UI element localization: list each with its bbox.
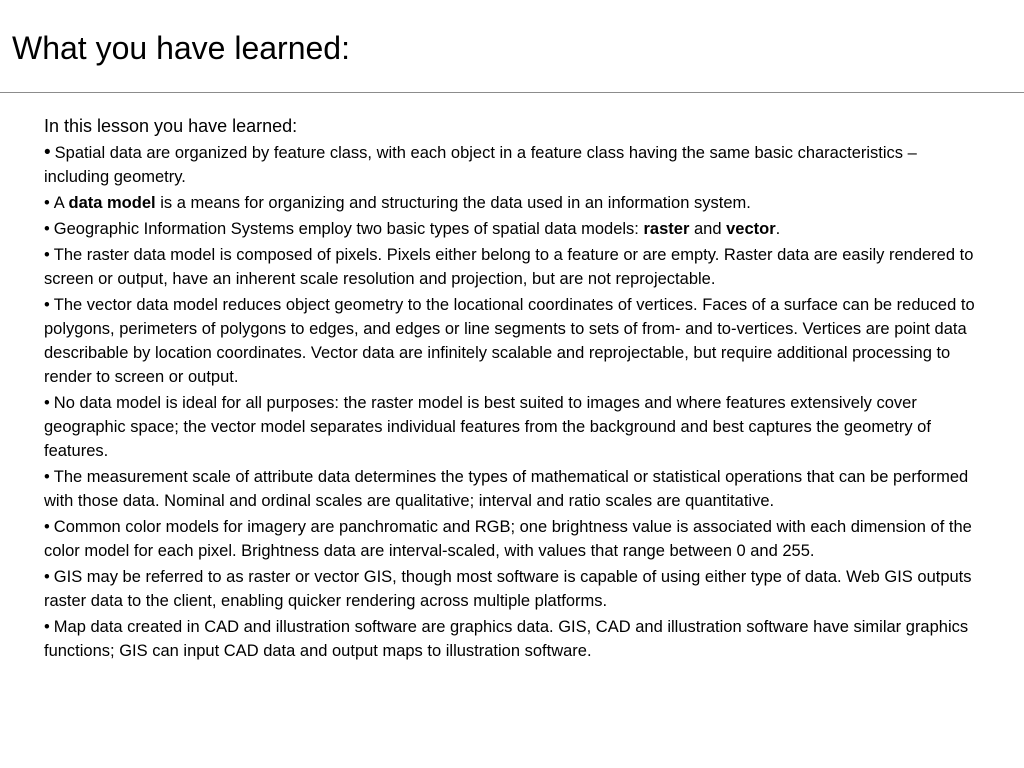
bullet-icon: • [44, 518, 50, 536]
bullet-text: A [53, 194, 64, 212]
list-item [44, 615, 982, 663]
bullet-icon: • [44, 618, 50, 636]
bullet-icon: • [44, 394, 50, 412]
slide-title: What you have learned: [12, 30, 350, 66]
list-item [44, 465, 982, 513]
list-item [44, 515, 982, 563]
bullet-text: Spatial data are organized by feature class, with each object in a feature class having the same basic characteristics – including geometry. [44, 144, 917, 186]
bullet-text: GIS may be referred to as raster or vector GIS, though most software is capable of using either type of data. Web GIS outputs raster data to the client, enabling quicker rendering across multiple platforms. [44, 568, 972, 610]
bullet-list [44, 141, 982, 663]
list-item [44, 293, 982, 389]
bullet-icon: • [44, 142, 51, 163]
bullet-text: The measurement scale of attribute data determines the types of mathematical or statistical operations that can be performed with those data. Nominal and ordinal scales are qualitative; interval and ratio scales are quantitative. [44, 468, 969, 510]
bullet-text: Common color models for imagery are panchromatic and RGB; one brightness value is associated with each dimension of the color model for each pixel. Brightness data are interval-scaled, with values that range between 0 and 255. [44, 518, 972, 560]
bullet-text: is a means for organizing and structuring the data used in an information system. [160, 194, 751, 212]
bullet-icon: • [44, 194, 50, 212]
bullet-text: The raster data model is composed of pixels. Pixels either belong to a feature or are empty. Raster data are easily rendered to screen or output, have an inherent scale resolution and projection, but are not reprojectable. [44, 246, 974, 288]
bullet-icon: • [44, 568, 50, 586]
bold-term: raster [643, 220, 690, 238]
slide-body [44, 114, 982, 665]
list-item [44, 391, 982, 463]
bullet-icon: • [44, 220, 50, 238]
bold-term: data model [68, 194, 156, 212]
bullet-text: Map data created in CAD and illustration software are graphics data. GIS, CAD and illustration software have similar graphics functions; GIS can input CAD data and output maps to illustration software. [44, 618, 969, 660]
bullet-text: . [775, 220, 781, 238]
list-item [44, 141, 982, 189]
list-item [44, 191, 982, 215]
intro-text: In this lesson you have learned: [44, 116, 298, 136]
list-item [44, 217, 982, 241]
bullet-icon: • [44, 468, 50, 486]
bullet-text: and [693, 220, 722, 238]
title-divider [0, 92, 1024, 93]
list-item [44, 565, 982, 613]
list-item [44, 243, 982, 291]
bullet-icon: • [44, 296, 50, 314]
bold-term: vector [726, 220, 776, 238]
bullet-text: The vector data model reduces object geometry to the locational coordinates of vertices. Faces of a surface can be reduced to polygons, perimeters of polygons to edges, and edges or line segments to sets of from- and to-vertices. Vertices are point data describable by location coordinates. Vector data are infinitely scalable and reprojectable, but require additional processing to render to screen or output. [44, 296, 975, 386]
bullet-text: Geographic Information Systems employ two basic types of spatial data models: [53, 220, 639, 238]
bullet-text: No data model is ideal for all purposes: the raster model is best suited to images and where features extensively cover geographic space; the vector model separates individual features from the background and best captures the geometry of features. [44, 394, 931, 460]
bullet-icon: • [44, 246, 50, 264]
